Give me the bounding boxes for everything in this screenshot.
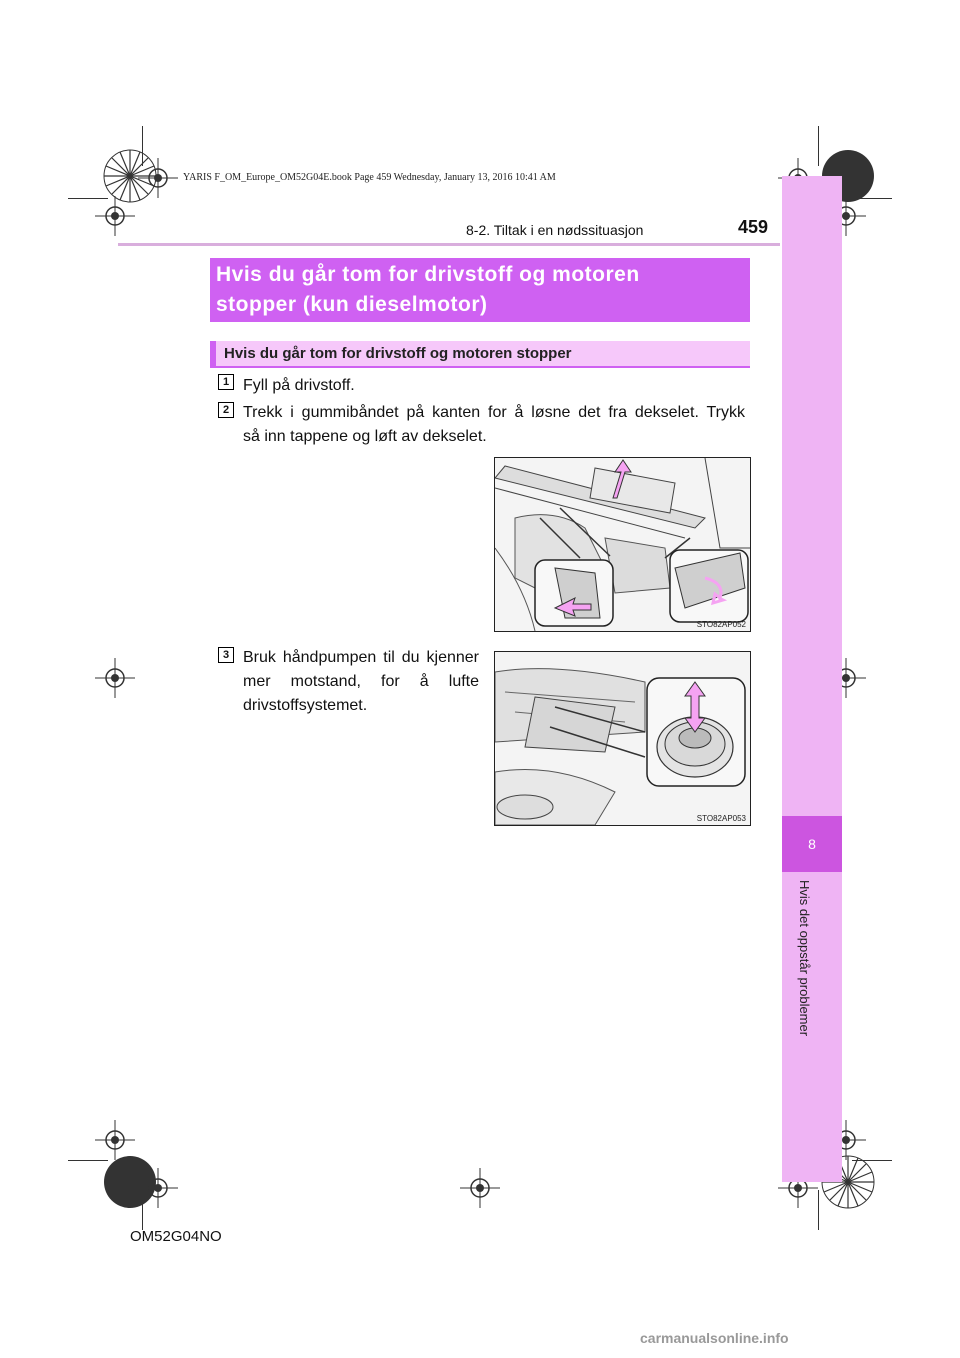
hand-pump-illustration xyxy=(495,652,750,825)
crop-line xyxy=(68,1160,108,1161)
figure-engine-cover xyxy=(494,457,751,632)
figure-2-code: STO82AP053 xyxy=(696,814,746,823)
step-3-line3: drivstoffsystemet. xyxy=(243,697,368,714)
crosshair-bottom-left-a xyxy=(95,1120,135,1165)
crop-line xyxy=(852,1160,892,1161)
engine-cover-illustration xyxy=(495,458,750,631)
figure-hand-pump xyxy=(494,651,751,826)
subheading-accent-bar xyxy=(210,341,216,368)
chapter-number-tab: 8 xyxy=(782,816,842,872)
crosshair-top-left-a xyxy=(138,158,178,203)
crop-line xyxy=(818,126,819,166)
header-rule xyxy=(118,243,780,246)
footer-code: OM52G04NO xyxy=(130,1228,222,1245)
step-number-1: 1 xyxy=(218,374,234,390)
main-title xyxy=(210,258,750,322)
crosshair-bottom-center xyxy=(460,1168,500,1213)
figure-1-code: STO82AP052 xyxy=(696,620,746,629)
crop-line xyxy=(68,198,108,199)
main-title-line2: stopper (kun dieselmotor) xyxy=(216,293,488,316)
crop-line xyxy=(852,198,892,199)
crop-line xyxy=(142,126,143,166)
crosshair-bottom-left-b xyxy=(138,1168,178,1213)
step-number-3: 3 xyxy=(218,647,234,663)
crosshair-top-left-b xyxy=(95,196,135,241)
step-2-text xyxy=(243,401,745,449)
page-number: 459 xyxy=(738,217,769,237)
crop-line xyxy=(818,1190,819,1230)
crop-line xyxy=(142,1190,143,1230)
chapter-label: Hvis det oppstår problemer xyxy=(797,880,812,1037)
chapter-label-vertical xyxy=(782,880,842,1180)
step-1-text: Fyll på drivstoff. xyxy=(243,377,355,394)
subheading: Hvis du går tom for drivstoff og motoren stopper xyxy=(224,345,572,362)
step-3-line2: mer motstand, for å lufte xyxy=(243,673,479,690)
step-3-line1: Bruk håndpumpen til du kjenner xyxy=(243,649,479,666)
step-number-2: 2 xyxy=(218,402,234,418)
step-3-text xyxy=(243,646,479,718)
book-info: YARIS F_OM_Europe_OM52G04E.book Page 459 Wednesday, January 13, 2016 10:41 AM xyxy=(183,172,556,183)
step-2-line1: Trekk i gummibåndet på kanten for å løsne det fra dekselet. Trykk xyxy=(243,404,745,421)
main-title-line1: Hvis du går tom for drivstoff og motoren xyxy=(216,263,640,286)
section-title: 8-2. Tiltak i en nødssituasjon xyxy=(466,222,644,238)
crosshair-mid-left xyxy=(95,658,135,703)
step-2-line2: så inn tappene og løft av dekselet. xyxy=(243,428,487,445)
watermark: carmanualsonline.info xyxy=(640,1330,789,1346)
